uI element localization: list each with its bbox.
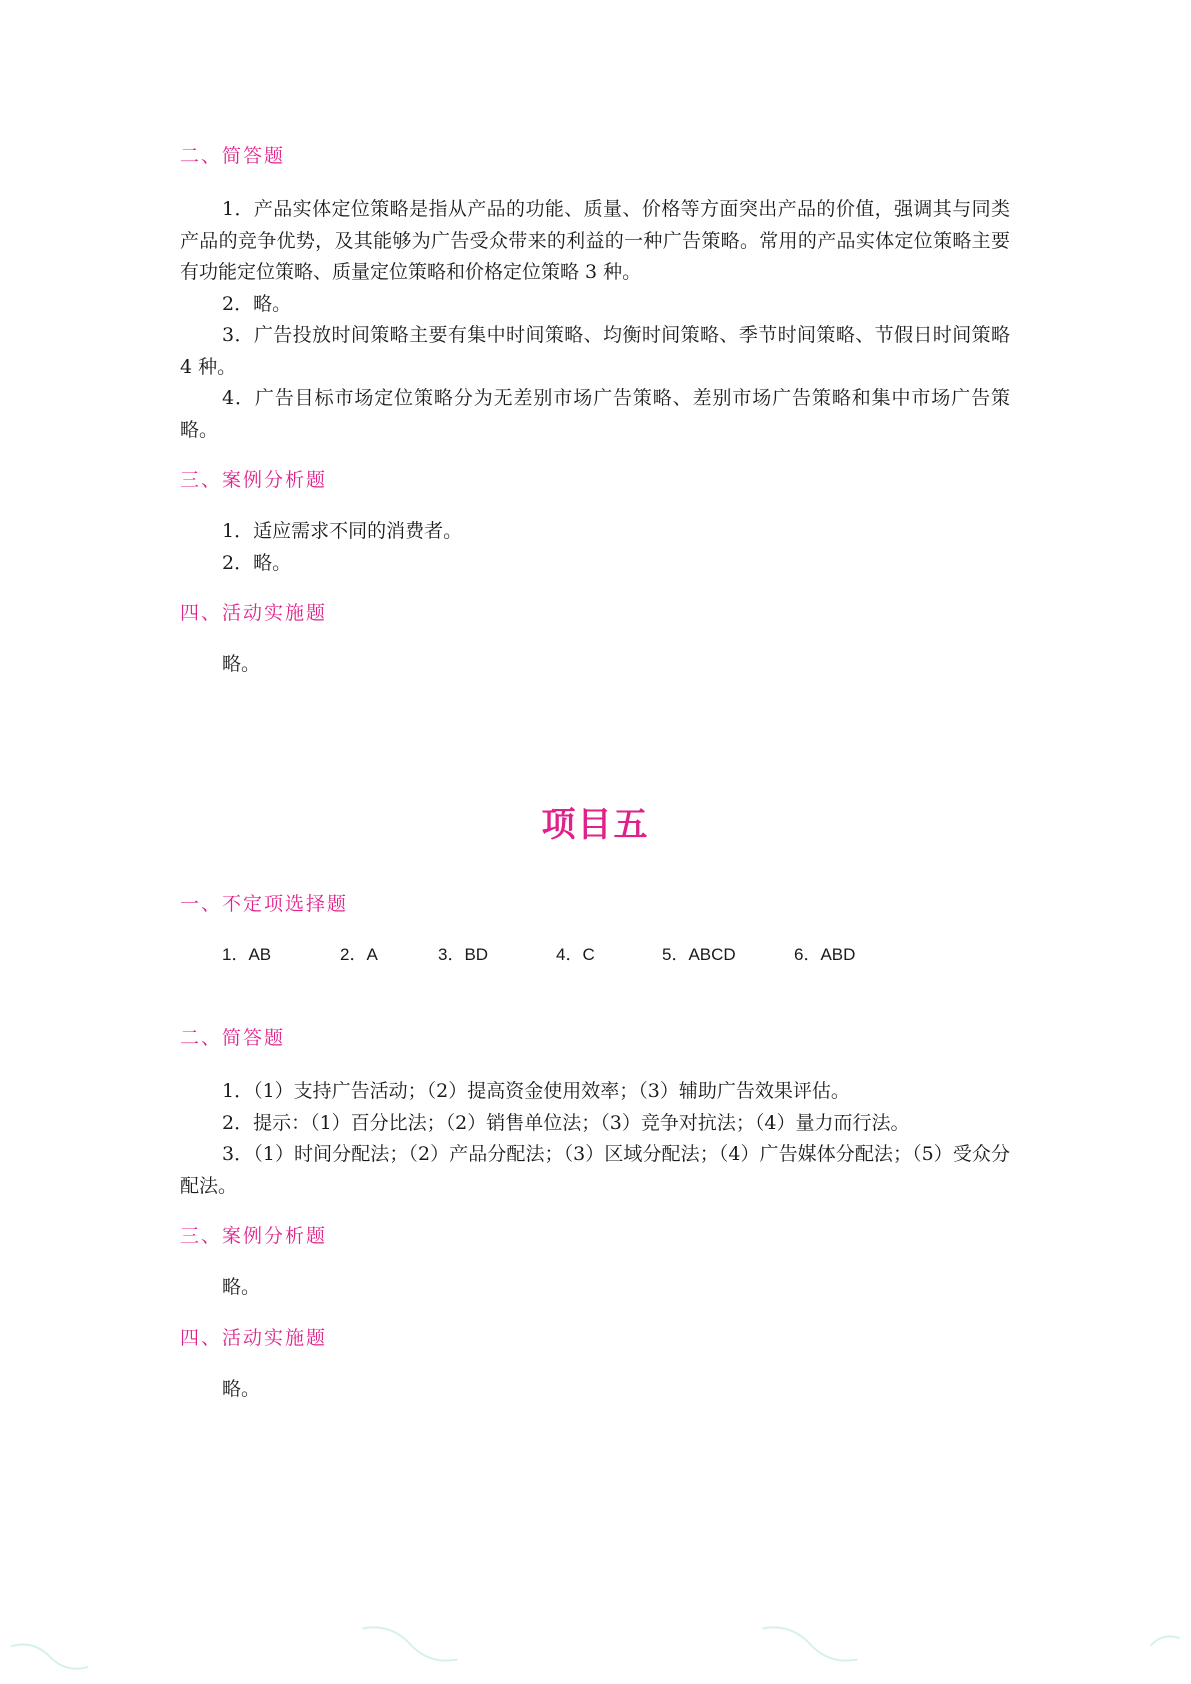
part-b — [180, 888, 1010, 1405]
answer-item: 2．略。 — [222, 551, 292, 574]
answer-item: 3．广告投放时间策略主要有集中时间策略、均衡时间策略、季节时间策略、节假日时间策略 4 种。 — [180, 324, 1010, 378]
answer-item: 1．（1）支持广告活动；（2）提高资金使用效率；（3）辅助广告效果评估。 — [222, 1080, 850, 1102]
mc-answer: 1．AB — [222, 945, 272, 964]
mc-answer: 6．ABD — [794, 945, 856, 964]
mc-answer: 5．ABCD — [662, 945, 736, 964]
answer-item: 略。 — [222, 1377, 261, 1400]
section-heading-short-answer: 二、简答题 — [180, 145, 286, 167]
answer-item: 略。 — [222, 653, 261, 675]
section-heading-activity: 四、活动实施题 — [180, 602, 328, 624]
multiple-choice-answers — [180, 938, 1010, 972]
answer-item: 2．略。 — [222, 292, 292, 315]
answer-item: 3．（1）时间分配法；（2）产品分配法；（3）区域分配法；（4）广告媒体分配法；（5）受众分配法。 — [180, 1143, 1010, 1197]
section-heading-case-analysis: 三、案例分析题 — [180, 1225, 328, 1247]
section-heading-activity: 四、活动实施题 — [180, 1326, 328, 1349]
answer-item: 1．产品实体定位策略是指从产品的功能、质量、价格等方面突出产品的价值，强调其与同类产品的竞争优势，及其能够为广告受众带来的利益的一种广告策略。常用的产品实体定位策略主要有功能定位策略、质量定位策略和价格定位策略 3 种。 — [180, 198, 1010, 283]
answer-item: 2．提示：（1）百分比法；（2）销售单位法；（3）竞争对抗法；（4）量力而行法。 — [222, 1111, 910, 1134]
answer-item: 略。 — [222, 1276, 261, 1298]
answer-item: 4．广告目标市场定位策略分为无差别市场广告策略、差别市场广告策略和集中市场广告策略。 — [180, 387, 1010, 441]
watermark-decoration — [0, 1624, 1191, 1684]
part-a — [180, 140, 1010, 681]
section-heading-short-answer: 二、简答题 — [180, 1027, 286, 1049]
project-title: 项目五 — [541, 805, 650, 845]
section-heading-case-analysis: 三、案例分析题 — [180, 469, 328, 491]
answer-item: 1．适应需求不同的消费者。 — [222, 520, 463, 542]
mc-answer: 4．C — [556, 945, 595, 964]
mc-answer: 3．BD — [438, 945, 489, 964]
mc-answer: 2．A — [340, 945, 378, 964]
section-heading-multiple-choice: 一、不定项选择题 — [180, 893, 349, 915]
